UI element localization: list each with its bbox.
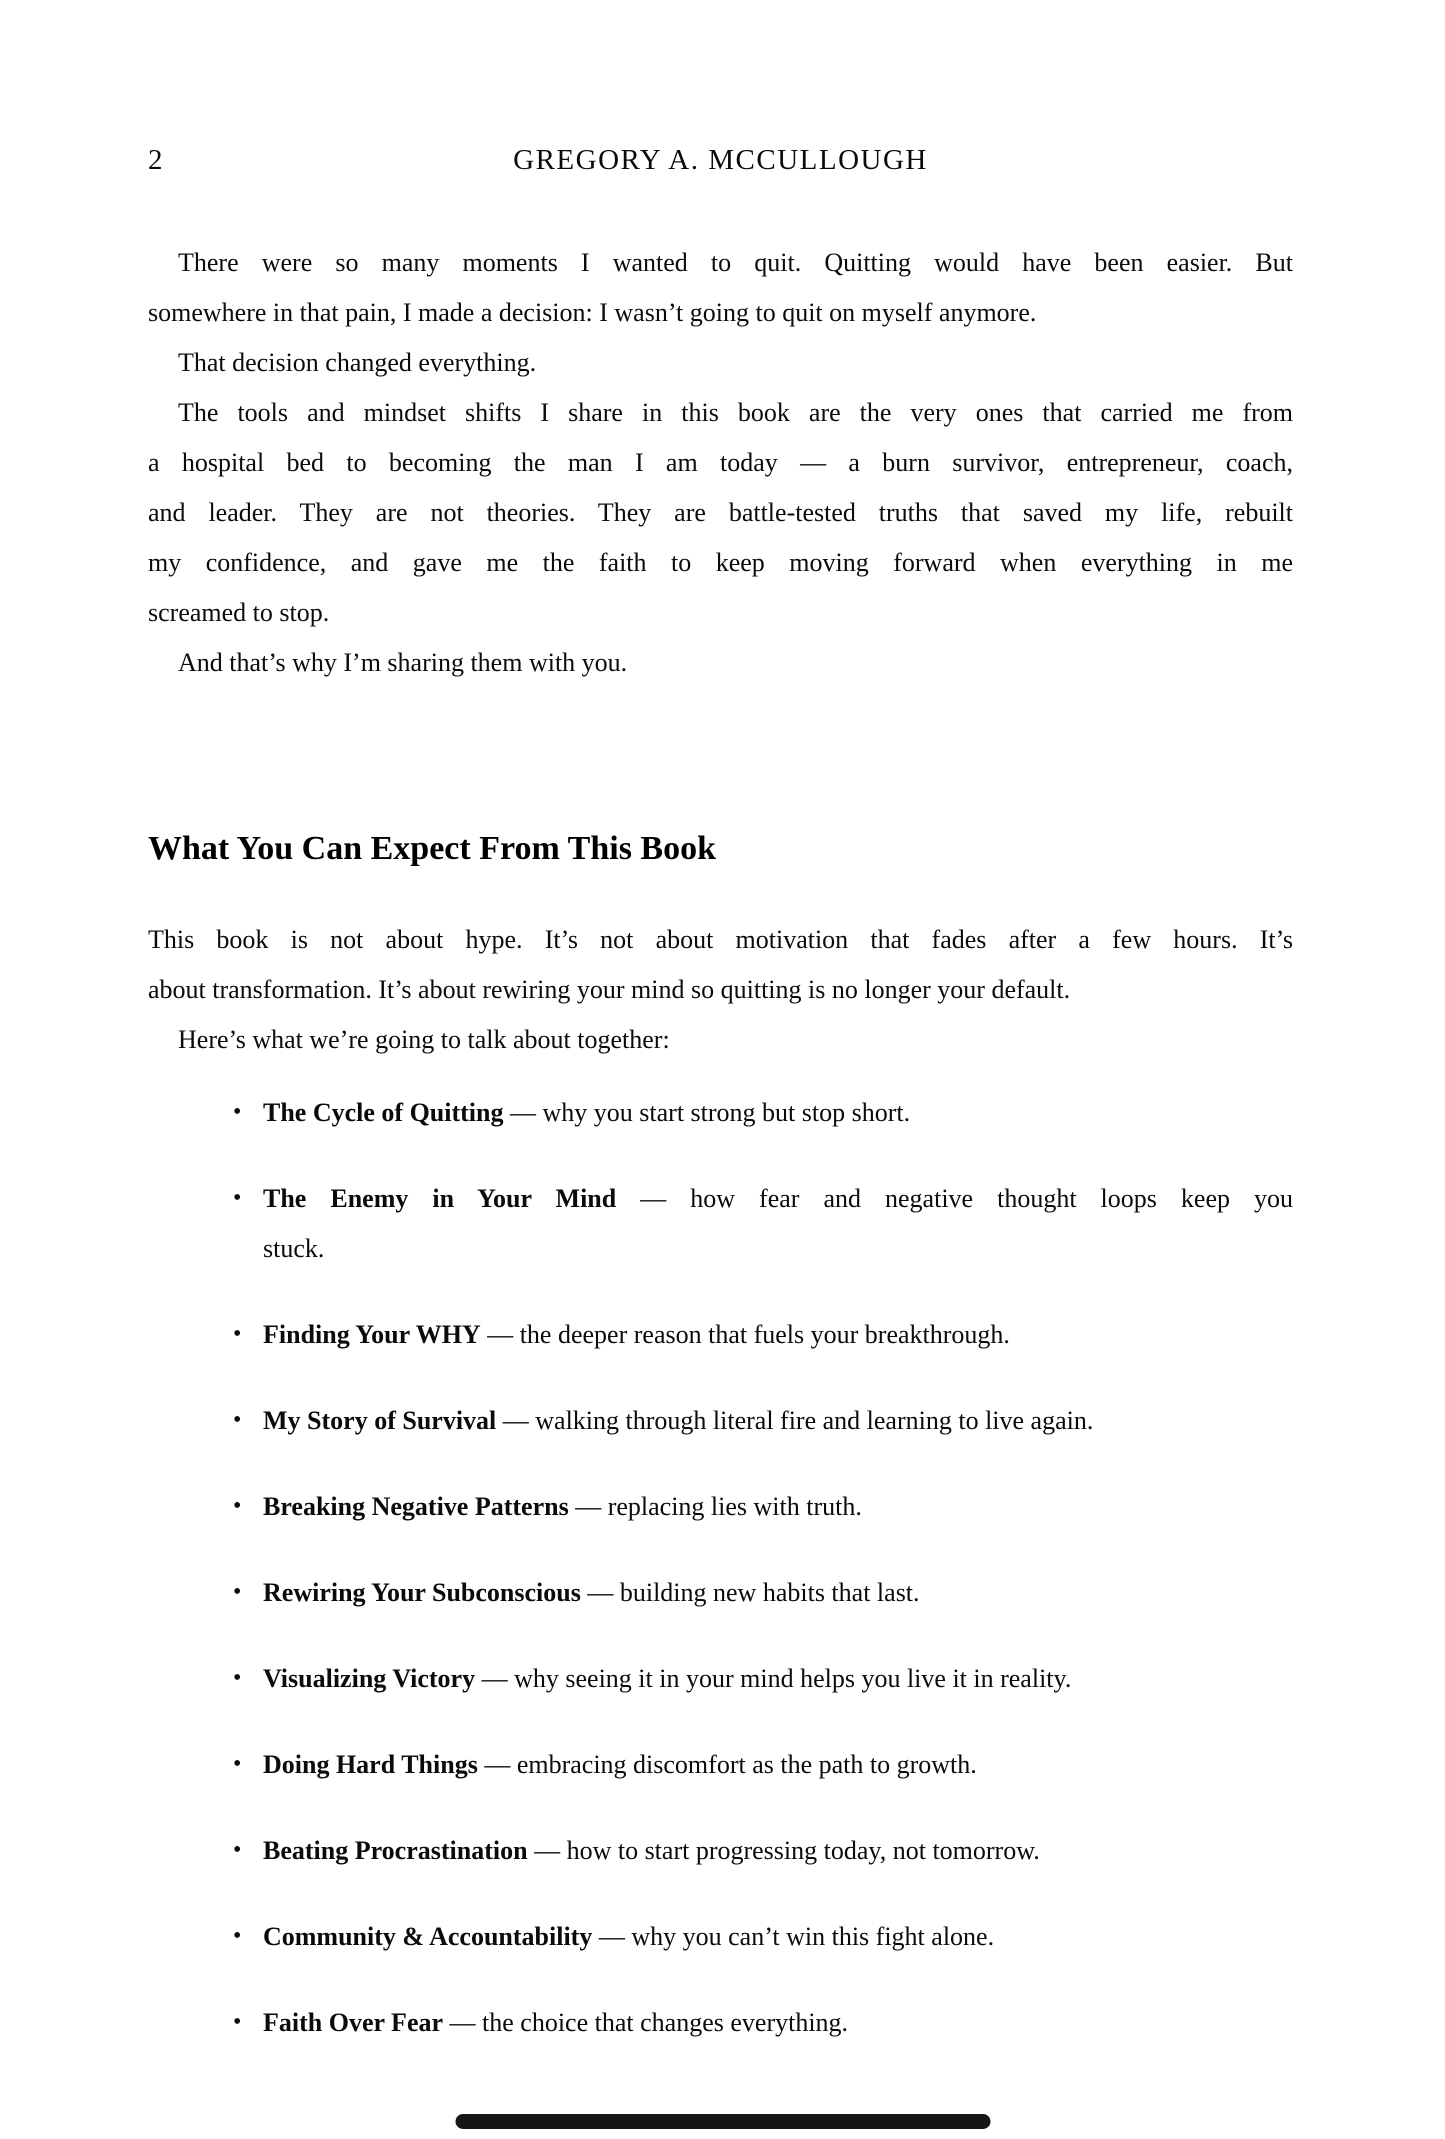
topic-line: My Story of Survival — walking through literal fire and learning to live again.: [263, 1406, 1094, 1435]
topic-list-item: [148, 1826, 1293, 1876]
topic-title: Visualizing Victory: [263, 1664, 476, 1693]
topic-list-item: [148, 1482, 1293, 1532]
paragraph-line: Here’s what we’re going to talk about together:: [178, 1025, 670, 1054]
paragraph-line: There were so many moments I wanted to quit. Quitting would have been easier. But: [178, 248, 1293, 277]
bullet-icon: •: [233, 1751, 242, 1777]
topic-title: The Enemy in Your Mind: [263, 1184, 617, 1213]
bullet-icon: •: [233, 1579, 242, 1605]
bullet-icon: •: [233, 1185, 242, 1211]
paragraph-line: and leader. They are not theories. They are battle-tested truths that saved my life, rebuilt: [148, 498, 1293, 527]
bullet-icon: •: [233, 1407, 242, 1433]
topic-line: stuck.: [263, 1234, 325, 1263]
paragraph-line: my confidence, and gave me the faith to keep moving forward when everything in me: [148, 548, 1293, 577]
paragraph-line: This book is not about hype. It’s not about motivation that fades after a few hours. It’s: [148, 925, 1293, 954]
paragraph-line: And that’s why I’m sharing them with you.: [178, 648, 628, 677]
bullet-icon: •: [233, 1099, 242, 1125]
topic-title: Beating Procrastination: [263, 1836, 528, 1865]
topic-title: Faith Over Fear: [263, 2008, 444, 2037]
intro-paragraphs: [148, 238, 1293, 688]
topic-line: Breaking Negative Patterns — replacing lies with truth.: [263, 1492, 862, 1521]
topic-list-item: [148, 1088, 1293, 1138]
topic-title: The Cycle of Quitting: [263, 1098, 504, 1127]
topic-line: The Cycle of Quitting — why you start strong but stop short.: [263, 1098, 911, 1127]
topic-title: My Story of Survival: [263, 1406, 497, 1435]
home-indicator-bar: [455, 2114, 990, 2129]
topic-list: [148, 1088, 1293, 2048]
topic-title: Doing Hard Things: [263, 1750, 478, 1779]
page-header: [148, 142, 1293, 178]
topic-list-item: [148, 1912, 1293, 1962]
topic-title: Community & Accountability: [263, 1922, 593, 1951]
topic-line: Faith Over Fear — the choice that changes everything.: [263, 2008, 849, 2037]
topic-list-item: [148, 1998, 1293, 2048]
bullet-icon: •: [233, 1321, 242, 1347]
paragraph-line: a hospital bed to becoming the man I am today — a burn survivor, entrepreneur, coach,: [148, 448, 1293, 477]
paragraph: [148, 915, 1293, 1015]
topic-list-item: [148, 1654, 1293, 1704]
topic-line: Doing Hard Things — embracing discomfort as the path to growth.: [263, 1750, 977, 1779]
topic-list-item: [148, 1740, 1293, 1790]
page-body: [148, 238, 1293, 2048]
bullet-icon: •: [233, 1837, 242, 1863]
topic-title: Rewiring Your Subconscious: [263, 1578, 581, 1607]
paragraph-line: The tools and mindset shifts I share in this book are the very ones that carried me from: [178, 398, 1293, 427]
paragraph-line: somewhere in that pain, I made a decision: I wasn’t going to quit on myself anymore.: [148, 298, 1037, 327]
topic-list-item: [148, 1310, 1293, 1360]
section-paragraphs: [148, 915, 1293, 1065]
paragraph-line: That decision changed everything.: [178, 348, 537, 377]
running-header-author: GREGORY A. MCCULLOUGH: [513, 144, 928, 176]
paragraph: [148, 388, 1293, 638]
topic-line: Visualizing Victory — why seeing it in your mind helps you live it in reality.: [263, 1664, 1072, 1693]
paragraph: [148, 338, 1293, 388]
topic-line: Rewiring Your Subconscious — building new habits that last.: [263, 1578, 920, 1607]
topic-list-item: [148, 1174, 1293, 1274]
bullet-icon: •: [233, 1665, 242, 1691]
bullet-icon: •: [233, 1923, 242, 1949]
topic-title: Breaking Negative Patterns: [263, 1492, 569, 1521]
bullet-icon: •: [233, 2009, 242, 2035]
bullet-icon: •: [233, 1493, 242, 1519]
paragraph-line: about transformation. It’s about rewiring your mind so quitting is no longer your default.: [148, 975, 1071, 1004]
page-number: 2: [148, 144, 163, 176]
topic-title: Finding Your WHY: [263, 1320, 481, 1349]
topic-line: Finding Your WHY — the deeper reason that fuels your breakthrough.: [263, 1320, 1010, 1349]
section-heading: What You Can Expect From This Book: [148, 830, 717, 867]
paragraph: [148, 238, 1293, 338]
paragraph: [148, 1015, 1293, 1065]
topic-line: Community & Accountability — why you can’t win this fight alone.: [263, 1922, 995, 1951]
topic-line: The Enemy in Your Mind — how fear and negative thought loops keep you: [263, 1184, 1294, 1213]
topic-list-item: [148, 1568, 1293, 1618]
paragraph-line: screamed to stop.: [148, 598, 330, 627]
topic-line: Beating Procrastination — how to start progressing today, not tomorrow.: [263, 1836, 1040, 1865]
paragraph: [148, 638, 1293, 688]
topic-list-item: [148, 1396, 1293, 1446]
